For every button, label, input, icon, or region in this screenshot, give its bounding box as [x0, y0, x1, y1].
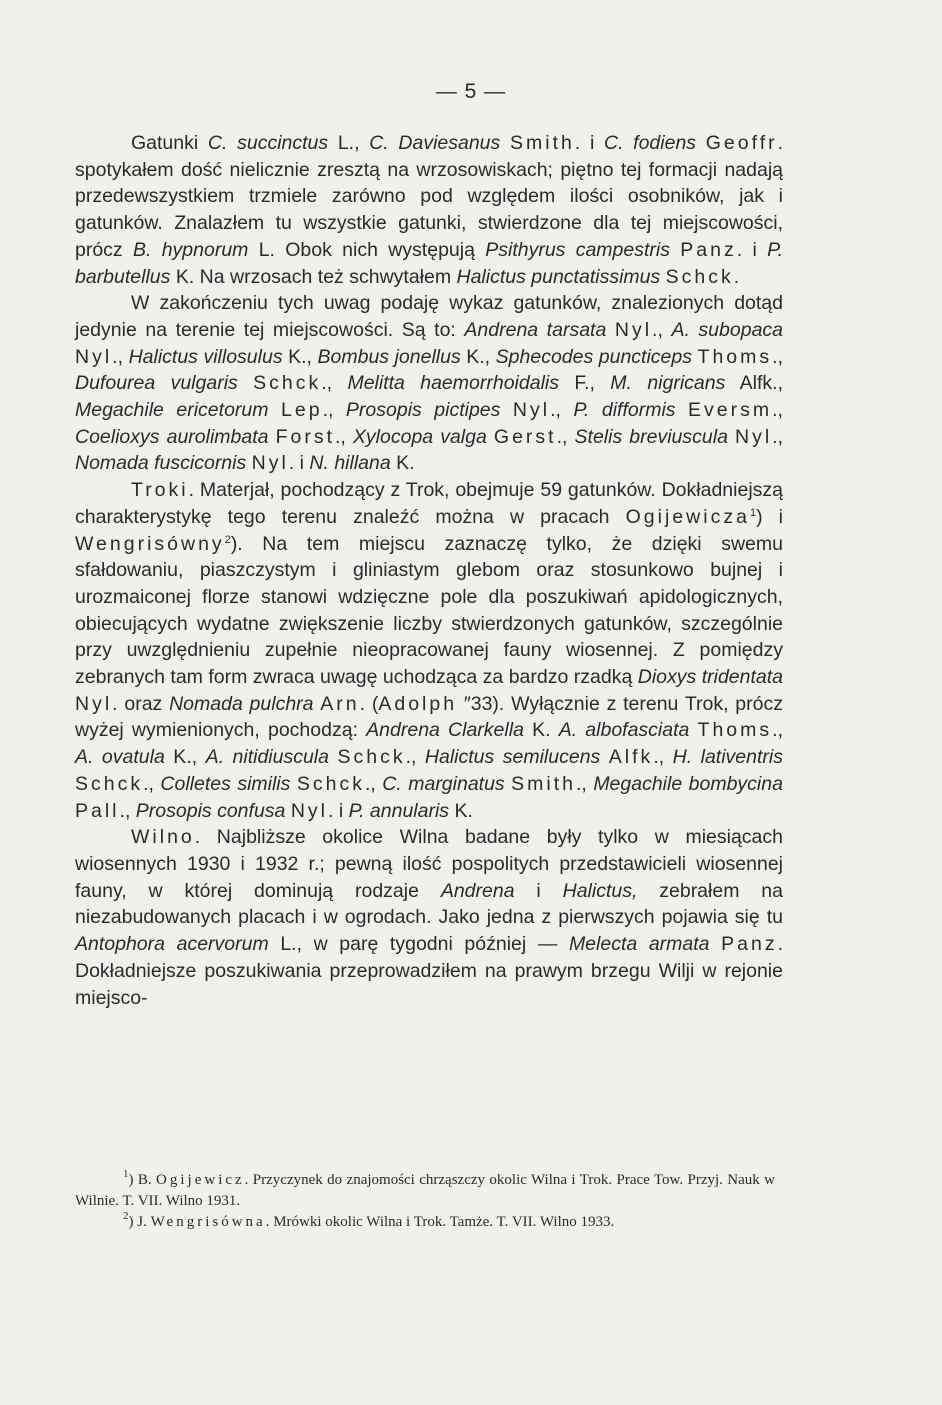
text-run: [238, 372, 253, 394]
text-run: [269, 399, 282, 421]
text-run: Alfk.,: [725, 372, 783, 395]
text-run: .,: [112, 345, 124, 368]
spaced-name: Thoms: [697, 719, 773, 742]
text-run: L., w parę tygodni później —: [268, 933, 569, 956]
spaced-name: Wengrisówna: [150, 1214, 266, 1230]
text-run: .,: [335, 425, 353, 448]
italic-term: Halictus,: [562, 879, 638, 902]
text-run: Gatunki: [131, 132, 208, 154]
italic-term: Xylocopa valga: [352, 425, 487, 448]
spaced-name: Wengrisówny: [75, 532, 225, 555]
paragraph-1: [75, 130, 783, 290]
text-run: ). Na tem miejscu zaznaczę tylko, że dzięki swemu sfałdowaniu, piaszczystym i gliniastym glebom oraz stosunkowo bujnej i urozmaiconej florze stanowi wdzięczne pole dla poszukiwań apidologicznych, obiecujących wydatne zwiększenie liczby stwierdzonych gatunków, szczególnie przy uwzględnieniu zupełnie nieopracowanej fauny wiosennej. Z pomiędzy zebranych tam form zwraca uwagę uchodząca za bardzo rzadką: [75, 532, 783, 689]
text-run: . Najbliższe okolice Wilna badane były tylko w miesiącach wiosennych 1930 i 1932 r.; pewną ilość pospolitych przedstawicieli wiosennej fauny, w której dominują rodzaje: [75, 826, 783, 902]
italic-term: C. marginatus: [382, 772, 505, 795]
italic-term: M. nigricans: [610, 372, 726, 395]
italic-term: Antophora acervorum: [75, 933, 269, 956]
footnote-1: [75, 1170, 775, 1212]
spaced-name: Nyl: [735, 425, 773, 448]
text-run: [710, 933, 722, 955]
spaced-name: Nyl: [75, 692, 113, 715]
spaced-name: Schck: [296, 772, 365, 795]
spaced-name: Eversm: [688, 399, 773, 422]
italic-term: Bombus jonellus: [317, 345, 461, 368]
italic-term: Nomada pulchra: [169, 692, 314, 715]
text-run: . i: [574, 132, 604, 154]
spaced-name: Ogijewicz: [156, 1172, 245, 1188]
text-run: . i: [288, 452, 310, 475]
footnote-ref: 1: [123, 1168, 129, 1180]
text-run: .,: [556, 425, 575, 448]
text-run: ) J.: [128, 1214, 151, 1230]
text-run: ″33). Wyłącznie z terenu Trok, prócz wyżej wymienionych, pochodzą:: [75, 692, 783, 742]
italic-term: Psithyrus campestris: [485, 238, 670, 261]
text-run: i: [514, 879, 563, 902]
text-run: .,: [772, 719, 783, 742]
text-run: . i: [327, 799, 349, 822]
text-run: .,: [550, 399, 574, 422]
italic-term: A. ovatula: [75, 746, 165, 769]
text-run: .,: [576, 772, 594, 795]
spaced-name: Nyl: [614, 318, 653, 341]
text-run: [600, 746, 608, 768]
italic-term: C. succinctus: [207, 132, 329, 154]
text-run: . oraz: [112, 692, 170, 715]
text-run: [670, 239, 680, 261]
italic-term: A. subopaca: [671, 318, 784, 341]
text-run: .: [733, 265, 740, 288]
footnote-2: [75, 1212, 775, 1233]
spaced-name: Gerst: [493, 425, 557, 448]
spaced-name: Panz: [721, 933, 778, 956]
spaced-name: Schck: [337, 746, 406, 769]
italic-term: Dufourea vulgaris: [75, 372, 238, 395]
text-run: ) i: [756, 505, 783, 528]
italic-term: Coelioxys aurolimbata: [75, 425, 269, 448]
italic-term: P. annularis: [348, 799, 450, 822]
text-run: L. Obok nich występują: [248, 238, 486, 261]
text-run: W zakończeniu tych uwag podaję wykaz gatunków, znalezionych dotąd jedynie na terenie tej miejscowości. Są to:: [75, 292, 783, 341]
spaced-name: Lep: [281, 399, 323, 422]
text-run: . (: [359, 692, 379, 715]
text-run: .,: [321, 372, 348, 395]
italic-term: Prosopis confusa: [135, 799, 286, 822]
paragraph-3-troki: [75, 477, 783, 824]
text-run: [606, 319, 615, 341]
text-run: [676, 399, 689, 421]
italic-term: Stelis breviuscula: [574, 425, 728, 448]
text-run: K.,: [164, 746, 206, 769]
spaced-name: Ogijewicza: [625, 505, 750, 528]
text-run: . Materjał, pochodzący z Trok, obejmuje 59 gatunków. Dokładniejszą charakterystykę tego terenu znaleźć można w pracach: [75, 479, 783, 528]
spaced-name: Nyl: [512, 399, 551, 422]
spaced-name: Troki: [131, 479, 189, 502]
spaced-name: Panz: [680, 238, 737, 261]
footnote-ref: 2: [224, 533, 231, 546]
text-run: [500, 399, 513, 421]
text-run: [689, 719, 697, 741]
text-run: .,: [405, 746, 425, 769]
spaced-name: Arn: [320, 692, 360, 715]
spaced-name: Schck: [665, 265, 734, 288]
text-run: K.: [449, 799, 473, 822]
text-run: .,: [652, 318, 663, 341]
text-run: ) B.: [128, 1172, 157, 1188]
italic-term: Megachile ericetorum: [75, 399, 269, 422]
italic-term: P. barbutellus: [75, 238, 784, 288]
text-run: [269, 426, 276, 448]
text-run: [728, 426, 735, 448]
spaced-name: Thoms: [697, 345, 773, 368]
italic-term: B. hypnorum: [132, 238, 249, 261]
spaced-name: Nyl: [251, 452, 289, 475]
text-run: . Dokładniejsze poszukiwania przeprowadziłem na prawym brzegu Wilji w rejonie miejsco-: [75, 933, 783, 1009]
spaced-name: Smith: [511, 772, 577, 795]
italic-term: Melecta armata: [568, 933, 710, 956]
italic-term: A. nitidiuscula: [205, 746, 329, 769]
text-run: K.,: [282, 345, 318, 368]
spaced-name: Nyl: [290, 799, 328, 822]
paragraph-4-wilno: [75, 824, 783, 1011]
text-run: .,: [772, 399, 783, 422]
spaced-name: Pall: [75, 799, 120, 822]
page-number: — 5 —: [435, 80, 507, 103]
italic-term: Dioxys tridentata: [637, 666, 784, 689]
italic-term: Sphecodes puncticeps: [495, 345, 692, 368]
text-run: .,: [143, 772, 161, 795]
spaced-name: Geoffr: [705, 132, 778, 154]
text-run: .,: [772, 345, 783, 368]
text-run: K. Na wrzosach też schwytałem: [170, 265, 457, 288]
footnotes: [75, 1170, 775, 1233]
italic-term: A. albofasciata: [558, 719, 690, 742]
spaced-name: Smith: [509, 132, 575, 154]
text-run: F.,: [558, 372, 611, 395]
text-run: .,: [772, 425, 784, 448]
italic-term: Nomada fuscicornis: [75, 452, 247, 475]
text-run: zebrałem na niezabudowanych placach i w ogrodach. Jako jedna z pierwszych pojawia się tu: [75, 879, 783, 929]
italic-term: Halictus punctatissimus: [456, 265, 661, 288]
text-run: . spotykałem dość nielicznie zresztą na wrzosowiskach; piętno tej formacji nadają przedewszystkiem trzmiele zarówno pod względem ilości osobników, jak i gatunków. Znalazłem tu wszystkie gatunki, stwierdzone dla tej miejscowości, prócz: [75, 132, 784, 261]
footnote-ref: 1: [749, 506, 757, 519]
text-run: K.,: [460, 345, 496, 368]
text-run: .,: [119, 799, 136, 822]
spaced-name: Alfk: [608, 746, 654, 769]
text-run: [696, 132, 706, 154]
body-text: [75, 130, 783, 1011]
text-run: .,: [653, 746, 673, 769]
text-run: K.: [523, 719, 559, 742]
italic-term: Halictus semilucens: [424, 746, 601, 769]
italic-term: C. fodiens: [603, 132, 697, 154]
text-run: [500, 132, 510, 154]
text-run: . Przyczynek do znajomości chrząszczy okolic Wilna i Trok. Prace Tow. Przyj. Nauk w Wilnie. T. VII. Wilno 1931.: [75, 1172, 776, 1209]
italic-term: Andrena Clarkella: [366, 719, 524, 742]
italic-term: Melitta haemorrhoidalis: [347, 372, 559, 395]
spaced-name: Nyl: [75, 345, 113, 368]
text-run: .,: [322, 399, 346, 422]
italic-term: H. lativentris: [672, 746, 783, 769]
italic-term: Halictus villosulus: [128, 345, 283, 368]
text-run: L.,: [328, 132, 370, 154]
spaced-name: Schck: [253, 372, 322, 395]
text-run: [487, 426, 494, 448]
italic-term: Megachile bombycina: [593, 772, 783, 795]
italic-term: Prosopis pictipes: [345, 399, 501, 422]
spaced-name: Adolph: [378, 692, 458, 715]
italic-term: P. difformis: [573, 399, 676, 422]
text-run: .,: [364, 772, 383, 795]
text-run: K.: [390, 452, 415, 475]
text-run: . i: [736, 238, 768, 261]
spaced-name: Schck: [75, 772, 144, 795]
italic-term: N. hillana: [309, 452, 391, 475]
spaced-name: Forst: [275, 425, 335, 448]
text-run: . Mrówki okolic Wilna i Trok. Tamże. T. VII. Wilno 1933.: [265, 1214, 615, 1230]
paragraph-2: [75, 290, 783, 477]
italic-term: Andrena: [440, 879, 515, 902]
italic-term: C. Daviesanus: [369, 132, 501, 154]
italic-term: Andrena tarsata: [464, 318, 607, 341]
footnote-ref: 2: [123, 1210, 129, 1222]
italic-term: Colletes similis: [160, 772, 291, 795]
spaced-name: Wilno: [131, 826, 195, 849]
